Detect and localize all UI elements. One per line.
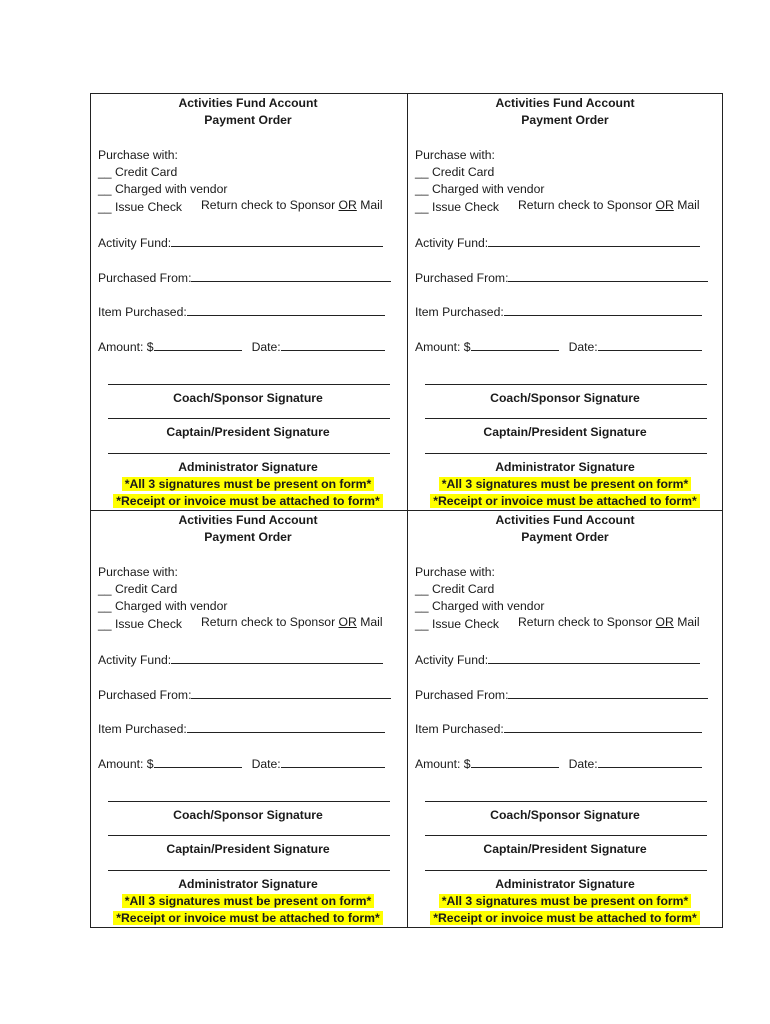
coach-signature-line[interactable]: [108, 384, 390, 385]
signatures-required-note: [90, 893, 406, 910]
admin-signature-label: Administrator Signature: [178, 877, 318, 891]
credit-card-option[interactable]: __ Credit Card: [415, 582, 495, 596]
item-purchased-row: [98, 303, 385, 321]
coach-signature-label: Coach/Sponsor Signature: [490, 391, 640, 405]
amount-label: Amount: $: [415, 757, 471, 771]
amount-field[interactable]: [471, 338, 559, 351]
form-title: Activities Fund Account: [178, 96, 318, 110]
receipt-required-note: [407, 910, 723, 927]
return-check-prefix: Return check to Sponsor: [518, 615, 656, 629]
signatures-required-text: *All 3 signatures must be present on form*: [439, 894, 692, 908]
credit-card-option[interactable]: __ Credit Card: [98, 582, 178, 596]
form-subtitle: Payment Order: [521, 113, 609, 127]
date-field[interactable]: [281, 755, 385, 768]
purchased-from-row: [98, 686, 391, 704]
credit-card-option[interactable]: __ Credit Card: [415, 165, 495, 179]
signatures-required-note: [90, 476, 406, 493]
form-subtitle: Payment Order: [204, 530, 292, 544]
activity-fund-row: [415, 234, 700, 252]
receipt-required-note: [90, 910, 406, 927]
purchased-from-field[interactable]: [191, 686, 391, 699]
credit-card-option[interactable]: __ Credit Card: [98, 165, 178, 179]
purchased-from-field[interactable]: [191, 269, 391, 282]
activity-fund-row: [98, 651, 383, 669]
purchased-from-row: [98, 269, 391, 287]
coach-signature-line[interactable]: [425, 384, 707, 385]
signatures-required-text: *All 3 signatures must be present on form*: [122, 894, 375, 908]
admin-signature-line[interactable]: [425, 870, 707, 871]
activity-fund-label: Activity Fund:: [415, 236, 489, 250]
admin-signature-line[interactable]: [425, 453, 707, 454]
return-check-prefix: Return check to Sponsor: [201, 615, 339, 629]
captain-signature-label: Captain/President Signature: [483, 842, 647, 856]
captain-signature-line[interactable]: [108, 418, 390, 419]
date-label: Date:: [568, 757, 598, 771]
captain-signature-label: Captain/President Signature: [166, 842, 330, 856]
amount-row: [415, 755, 702, 773]
activity-fund-row: [415, 651, 700, 669]
activity-fund-field[interactable]: [488, 234, 700, 247]
item-purchased-label: Item Purchased:: [98, 722, 187, 736]
purchased-from-field[interactable]: [508, 269, 708, 282]
coach-signature-label: Coach/Sponsor Signature: [490, 808, 640, 822]
date-field[interactable]: [598, 338, 702, 351]
form-title: Activities Fund Account: [495, 96, 635, 110]
return-check-suffix: Mail: [356, 198, 383, 212]
receipt-required-text: *Receipt or invoice must be attached to form*: [113, 494, 382, 508]
form-subtitle: Payment Order: [521, 530, 609, 544]
captain-signature-label: Captain/President Signature: [166, 425, 330, 439]
receipt-required-note: [90, 493, 406, 510]
signatures-required-note: [407, 893, 723, 910]
captain-signature-label: Captain/President Signature: [483, 425, 647, 439]
purchased-from-field[interactable]: [508, 686, 708, 699]
return-check-prefix: Return check to Sponsor: [201, 198, 339, 212]
return-check-suffix: Mail: [673, 198, 700, 212]
item-purchased-field[interactable]: [504, 720, 702, 733]
issue-check-option[interactable]: __ Issue Check: [415, 617, 500, 631]
form-bottom-left: [90, 510, 406, 926]
purchased-from-row: [415, 686, 708, 704]
return-check-instruction: [201, 197, 383, 214]
activity-fund-field[interactable]: [171, 234, 383, 247]
amount-label: Amount: $: [415, 340, 471, 354]
amount-field[interactable]: [471, 755, 559, 768]
admin-signature-line[interactable]: [108, 870, 390, 871]
coach-signature-label: Coach/Sponsor Signature: [173, 808, 323, 822]
activity-fund-label: Activity Fund:: [415, 653, 489, 667]
item-purchased-label: Item Purchased:: [98, 305, 187, 319]
return-check-or: OR: [338, 198, 357, 212]
captain-signature-line[interactable]: [108, 835, 390, 836]
purchase-with-label: Purchase with:: [98, 148, 178, 162]
purchase-with-label: Purchase with:: [415, 565, 495, 579]
form-title: Activities Fund Account: [495, 513, 635, 527]
return-check-suffix: Mail: [356, 615, 383, 629]
date-label: Date:: [251, 757, 281, 771]
form-title: Activities Fund Account: [178, 513, 318, 527]
purchase-with-label: Purchase with:: [98, 565, 178, 579]
form-bottom-right: [407, 510, 723, 926]
amount-row: [415, 338, 702, 356]
receipt-required-text: *Receipt or invoice must be attached to form*: [430, 911, 699, 925]
amount-field[interactable]: [154, 755, 242, 768]
captain-signature-line[interactable]: [425, 835, 707, 836]
receipt-required-note: [407, 493, 723, 510]
amount-field[interactable]: [154, 338, 242, 351]
return-check-or: OR: [655, 198, 674, 212]
return-check-or: OR: [338, 615, 357, 629]
issue-check-option[interactable]: __ Issue Check: [98, 617, 183, 631]
item-purchased-label: Item Purchased:: [415, 722, 504, 736]
issue-check-option[interactable]: __ Issue Check: [98, 200, 183, 214]
form-top-left: [90, 93, 406, 509]
return-check-instruction: [518, 614, 700, 631]
purchased-from-label: Purchased From:: [98, 688, 192, 702]
purchased-from-label: Purchased From:: [415, 271, 509, 285]
coach-signature-label: Coach/Sponsor Signature: [173, 391, 323, 405]
signatures-required-note: [407, 476, 723, 493]
admin-signature-label: Administrator Signature: [495, 877, 635, 891]
activity-fund-field[interactable]: [488, 651, 700, 664]
amount-label: Amount: $: [98, 340, 154, 354]
activity-fund-field[interactable]: [171, 651, 383, 664]
date-field[interactable]: [598, 755, 702, 768]
return-check-suffix: Mail: [673, 615, 700, 629]
amount-row: [98, 338, 385, 356]
coach-signature-line[interactable]: [425, 801, 707, 802]
charged-vendor-option[interactable]: __ Charged with vendor: [98, 599, 228, 613]
item-purchased-field[interactable]: [187, 720, 385, 733]
charged-vendor-option[interactable]: __ Charged with vendor: [415, 599, 545, 613]
coach-signature-line[interactable]: [108, 801, 390, 802]
charged-vendor-option[interactable]: __ Charged with vendor: [415, 182, 545, 196]
return-check-instruction: [518, 197, 700, 214]
admin-signature-label: Administrator Signature: [495, 460, 635, 474]
receipt-required-text: *Receipt or invoice must be attached to form*: [113, 911, 382, 925]
captain-signature-line[interactable]: [425, 418, 707, 419]
purchased-from-label: Purchased From:: [98, 271, 192, 285]
date-field[interactable]: [281, 338, 385, 351]
activity-fund-label: Activity Fund:: [98, 236, 172, 250]
item-purchased-field[interactable]: [187, 303, 385, 316]
return-check-instruction: [201, 614, 383, 631]
issue-check-option[interactable]: __ Issue Check: [415, 200, 500, 214]
purchase-with-label: Purchase with:: [415, 148, 495, 162]
amount-label: Amount: $: [98, 757, 154, 771]
admin-signature-label: Administrator Signature: [178, 460, 318, 474]
activity-fund-label: Activity Fund:: [98, 653, 172, 667]
return-check-or: OR: [655, 615, 674, 629]
date-label: Date:: [568, 340, 598, 354]
purchased-from-label: Purchased From:: [415, 688, 509, 702]
admin-signature-line[interactable]: [108, 453, 390, 454]
item-purchased-label: Item Purchased:: [415, 305, 504, 319]
receipt-required-text: *Receipt or invoice must be attached to form*: [430, 494, 699, 508]
activity-fund-row: [98, 234, 383, 252]
purchased-from-row: [415, 269, 708, 287]
signatures-required-text: *All 3 signatures must be present on form*: [439, 477, 692, 491]
item-purchased-row: [415, 720, 702, 738]
signatures-required-text: *All 3 signatures must be present on form*: [122, 477, 375, 491]
item-purchased-row: [415, 303, 702, 321]
item-purchased-row: [98, 720, 385, 738]
return-check-prefix: Return check to Sponsor: [518, 198, 656, 212]
item-purchased-field[interactable]: [504, 303, 702, 316]
form-top-right: [407, 93, 723, 509]
form-subtitle: Payment Order: [204, 113, 292, 127]
charged-vendor-option[interactable]: __ Charged with vendor: [98, 182, 228, 196]
amount-row: [98, 755, 385, 773]
date-label: Date:: [251, 340, 281, 354]
